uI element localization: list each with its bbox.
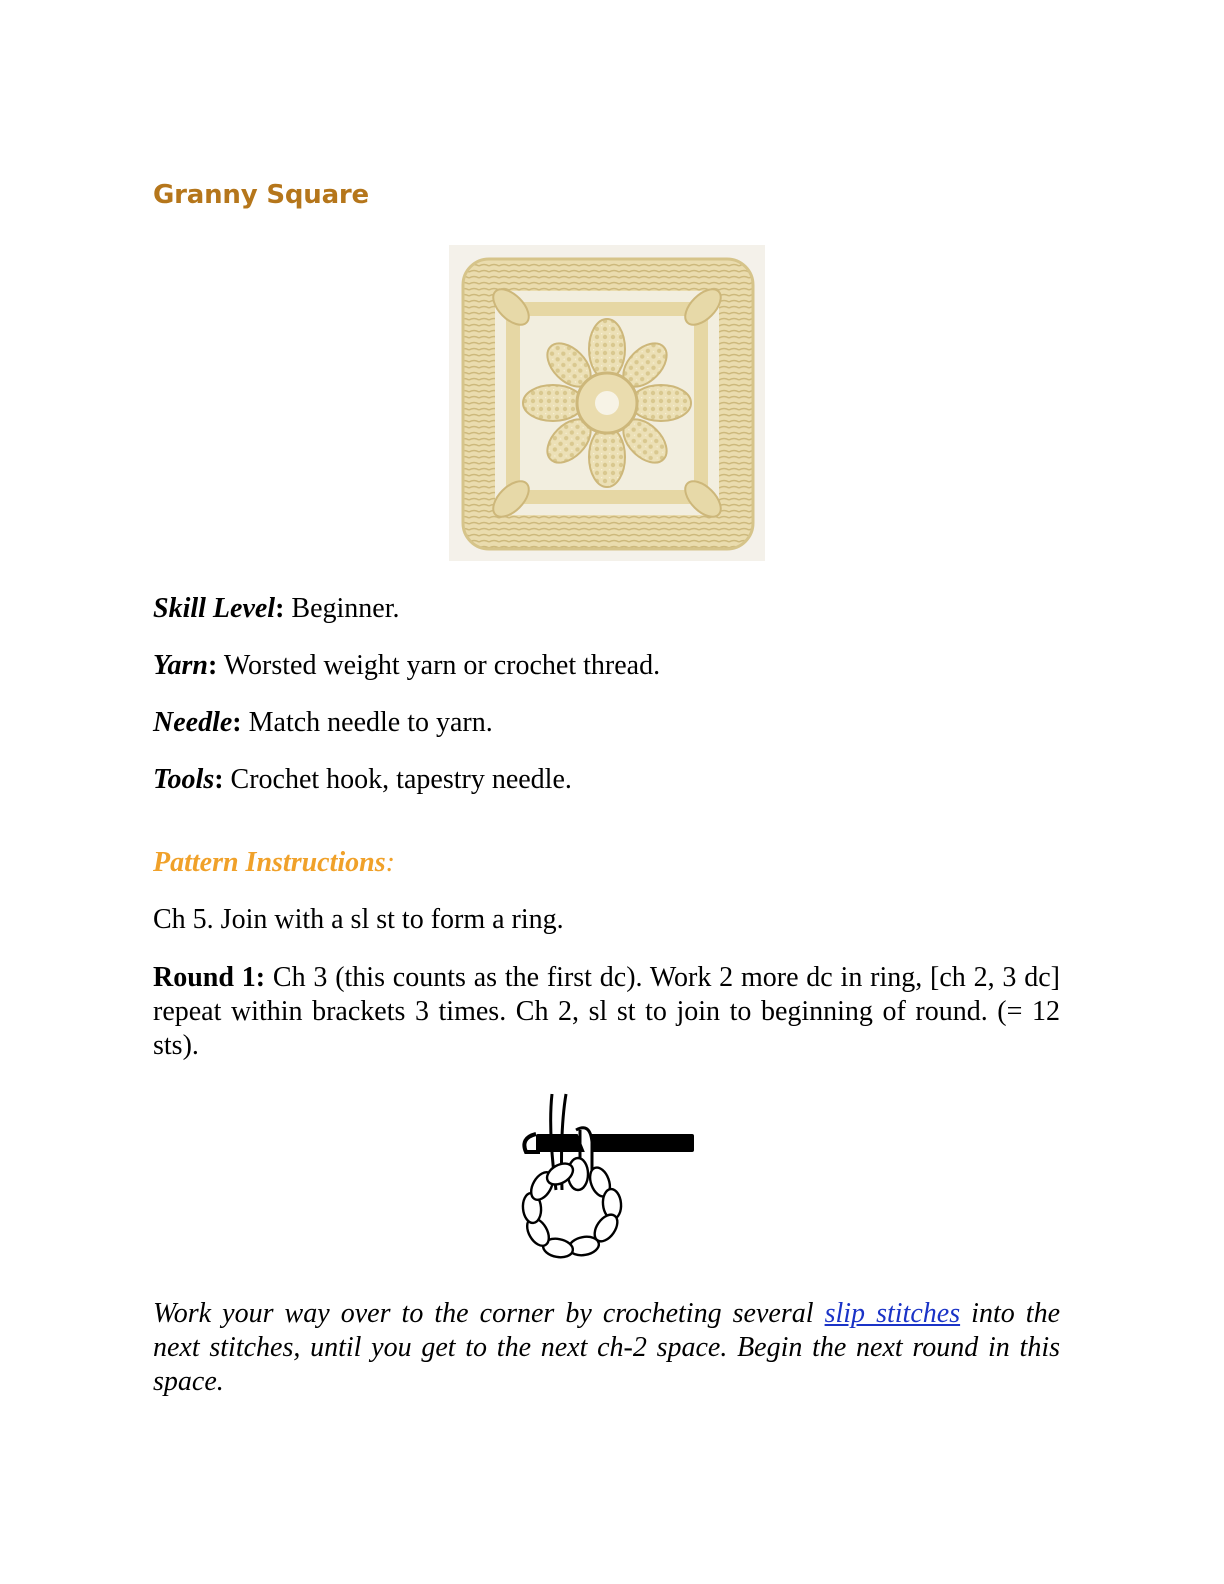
round-1-text: Ch 3 (this counts as the first dc). Work 2 more dc in ring, [ch 2, 3 dc] repeat within brackets 3 times. Ch 2, sl st to join to beginning of round. (= 12 sts).	[153, 962, 1060, 1061]
hook-and-ring-illustration	[518, 1090, 698, 1265]
field-label: Skill Level	[153, 593, 276, 624]
field-tools: Tools: Crochet hook, tapestry needle.	[153, 764, 572, 795]
field-label: Tools	[153, 764, 215, 795]
field-value: Worsted weight yarn or crochet thread.	[217, 650, 661, 681]
intro-paragraph: Ch 5. Join with a sl st to form a ring.	[153, 904, 564, 935]
round-1-label: Round 1:	[153, 962, 266, 993]
field-needle: Needle: Match needle to yarn.	[153, 707, 493, 738]
pattern-instructions-heading: Pattern Instructions:	[153, 847, 395, 878]
crochet-ring-diagram	[518, 1090, 698, 1265]
field-label: Needle	[153, 707, 233, 738]
slip-stitches-link[interactable]: slip stitches	[824, 1298, 961, 1329]
field-label: Yarn	[153, 650, 209, 681]
field-value: Crochet hook, tapestry needle.	[223, 764, 572, 795]
granny-square-image	[449, 245, 765, 561]
field-yarn: Yarn: Worsted weight yarn or crochet thread.	[153, 650, 661, 681]
granny-square-photo	[449, 245, 765, 561]
field-value: Beginner.	[284, 593, 400, 624]
page-title: Granny Square	[153, 180, 369, 210]
slip-stitch-note: Work your way over to the corner by crocheting several slip stitches into the next stitches, until you get to the next ch-2 space. Begin the next round in this space.	[153, 1298, 1060, 1397]
round-1-paragraph	[153, 961, 1060, 1063]
field-skill-level: Skill Level: Beginner.	[153, 593, 400, 624]
field-value: Match needle to yarn.	[241, 707, 493, 738]
